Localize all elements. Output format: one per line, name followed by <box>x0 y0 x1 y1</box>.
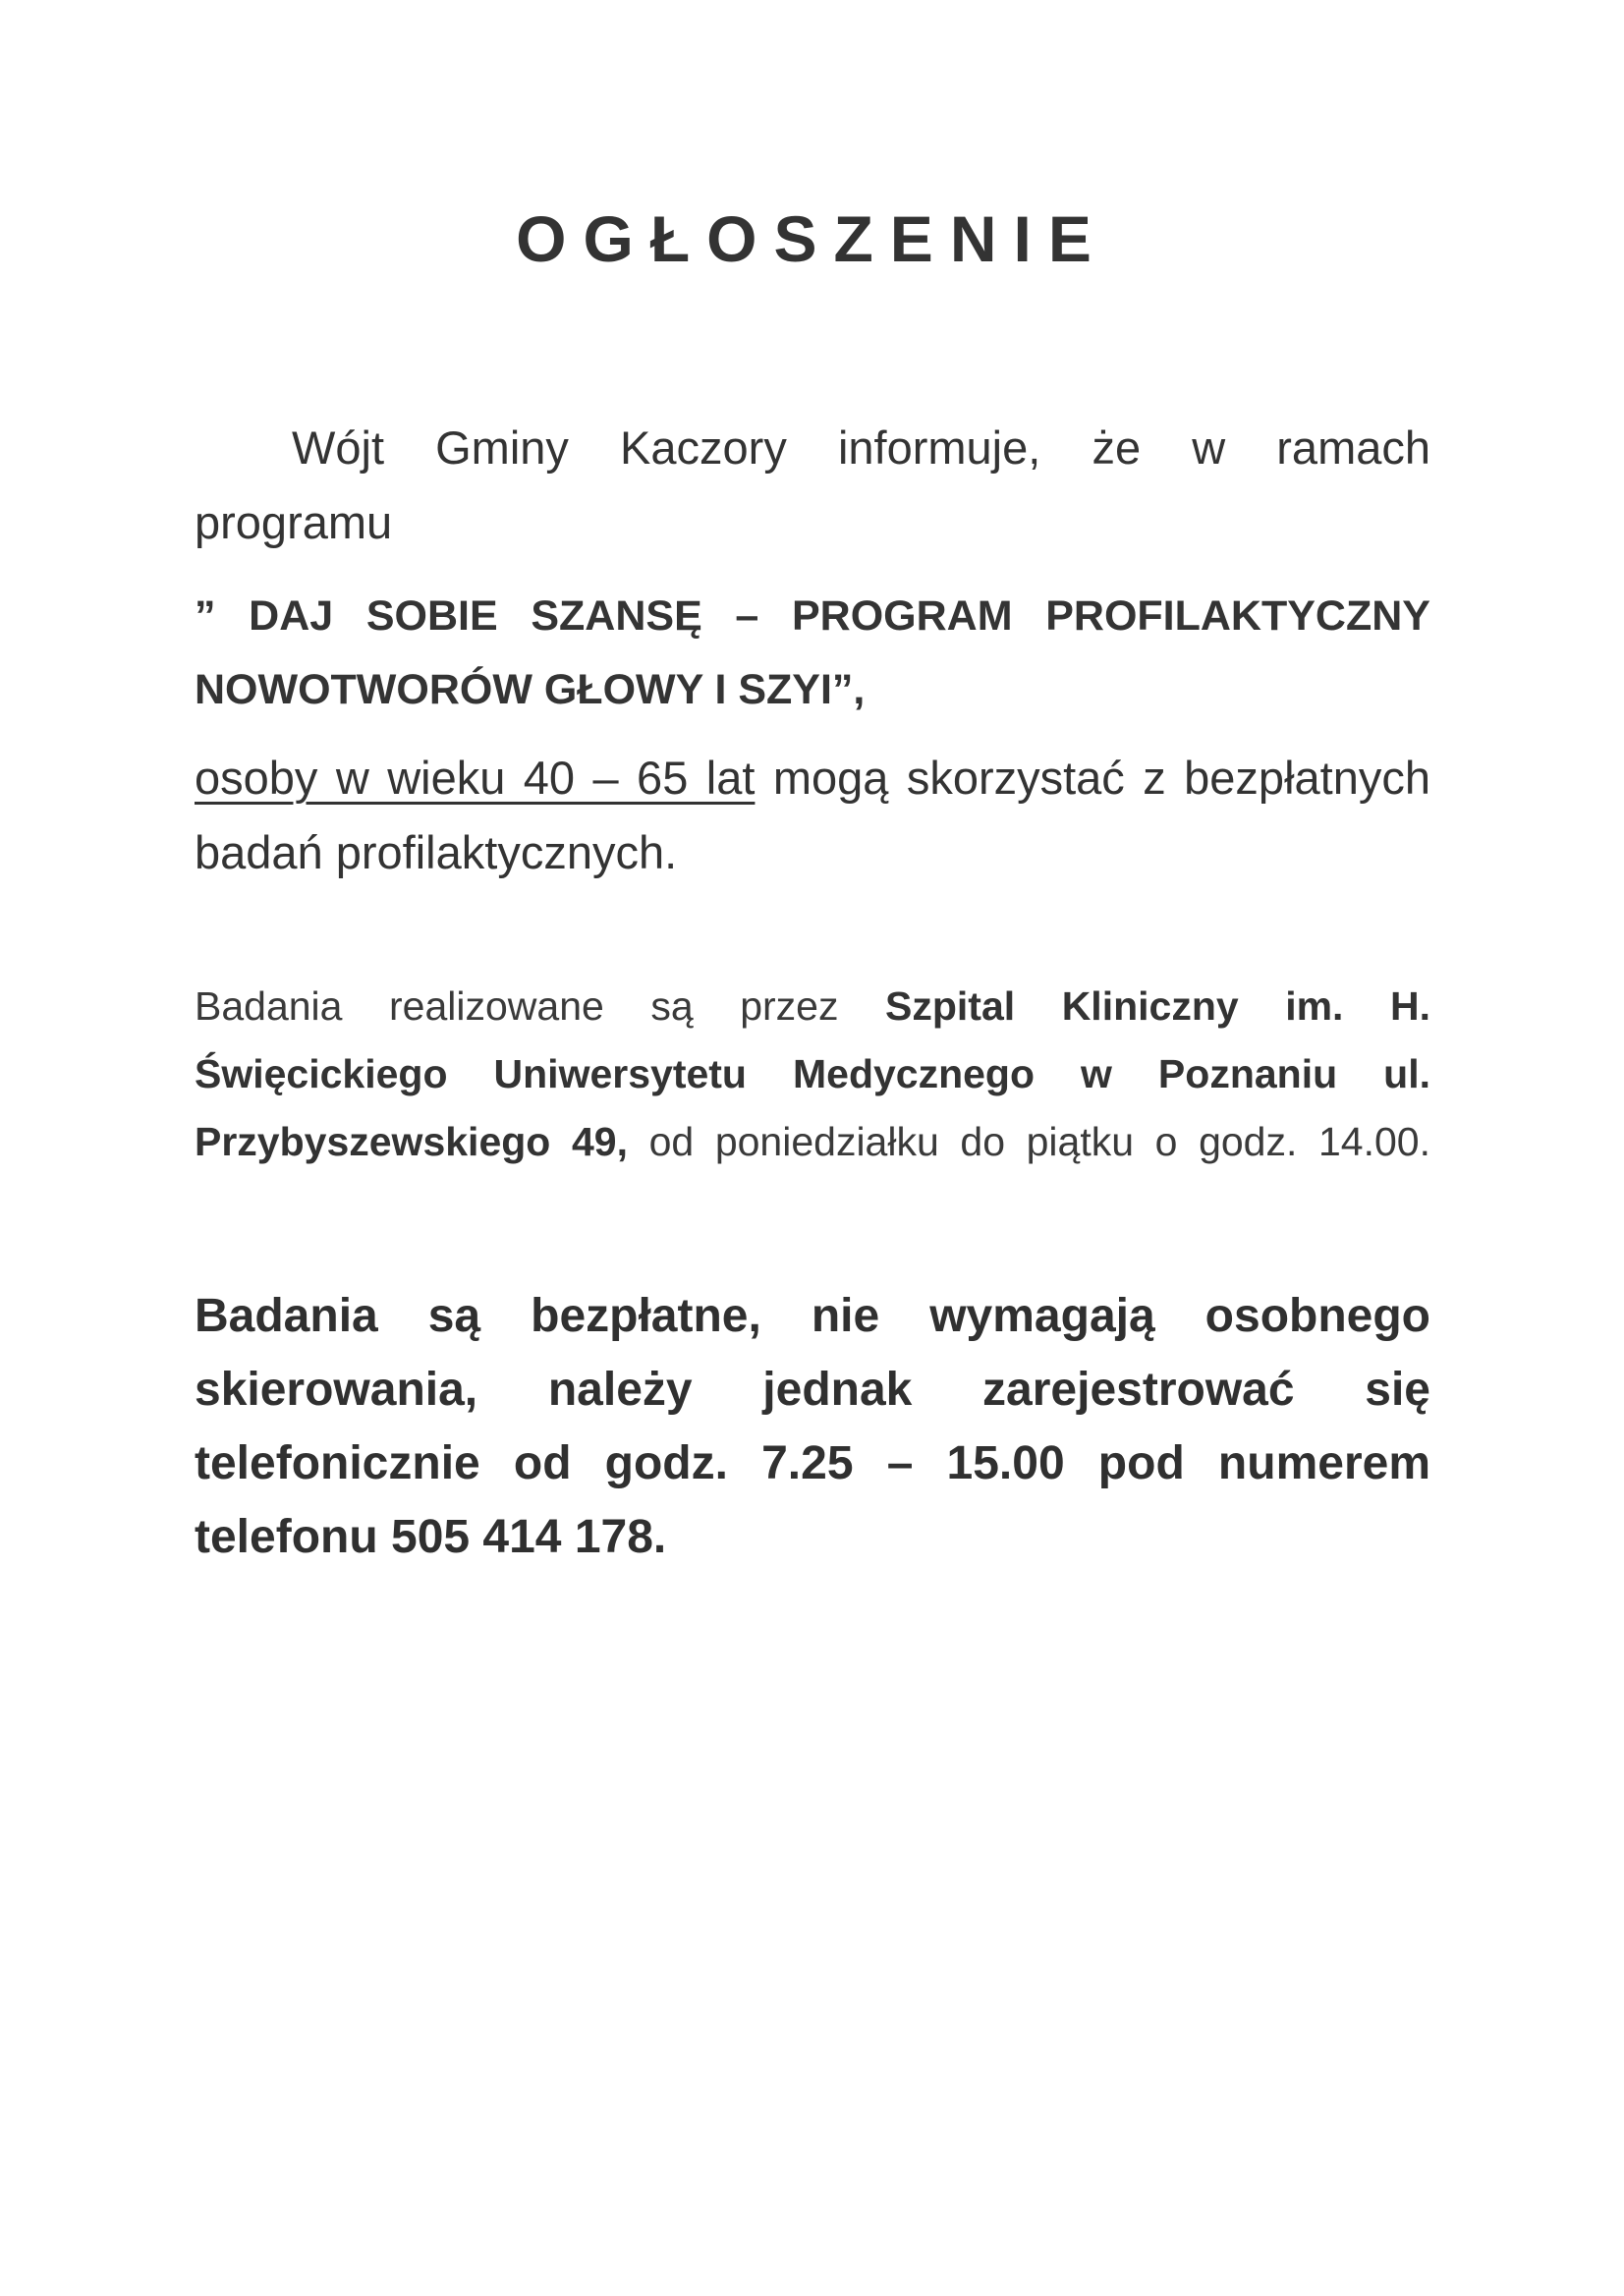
eligibility-paragraph <box>195 741 1430 890</box>
program-name-line-2: NOWOTWORÓW GŁOWY I SZYI”, <box>195 666 866 713</box>
notice-line-2: skierowania, należy jednak zarejestrować się <box>195 1364 1430 1416</box>
hospital-address: Przybyszewskiego 49, <box>195 1119 628 1164</box>
hospital-name-part-2: Święcickiego Uniwersytetu Medycznego w Poznaniu ul. <box>195 1051 1430 1096</box>
hospital-name-part-1: Szpital Kliniczny im. H. <box>885 983 1430 1029</box>
hospital-line-3 <box>195 1108 1430 1176</box>
program-name <box>195 580 1430 727</box>
eligibility-rest-text: mogą skorzystać z bezpłatnych <box>755 752 1430 804</box>
lead-line-2: programu <box>195 496 393 548</box>
age-range-text: osoby w wieku 40 – 65 lat <box>195 752 756 804</box>
lead-line-1: Wójt Gminy Kaczory informuje, że w ramach <box>292 421 1430 474</box>
hospital-intro-text: Badania realizowane są przez <box>195 983 886 1029</box>
notice-line-1: Badania są bezpłatne, nie wymagają osobnego <box>195 1290 1430 1342</box>
eligibility-line-1 <box>195 741 1430 815</box>
hospital-hours-text: od poniedziałku do piątku o godz. 14.00. <box>627 1119 1430 1164</box>
eligibility-line-2: badań profilaktycznych. <box>195 826 678 878</box>
program-name-line-1: ” DAJ SOBIE SZANSĘ – PROGRAM PROFILAKTYCZNY <box>195 592 1430 640</box>
hospital-paragraph <box>195 973 1430 1176</box>
lead-paragraph <box>195 411 1430 560</box>
hospital-line-2 <box>195 1040 1430 1108</box>
registration-notice <box>195 1279 1430 1574</box>
page-title: OGŁOSZENIE <box>516 202 1108 275</box>
notice-line-3: telefonicznie od godz. 7.25 – 15.00 pod numerem <box>195 1437 1430 1489</box>
hospital-line-1 <box>195 973 1430 1040</box>
notice-line-4: telefonu 505 414 178. <box>195 1511 667 1563</box>
